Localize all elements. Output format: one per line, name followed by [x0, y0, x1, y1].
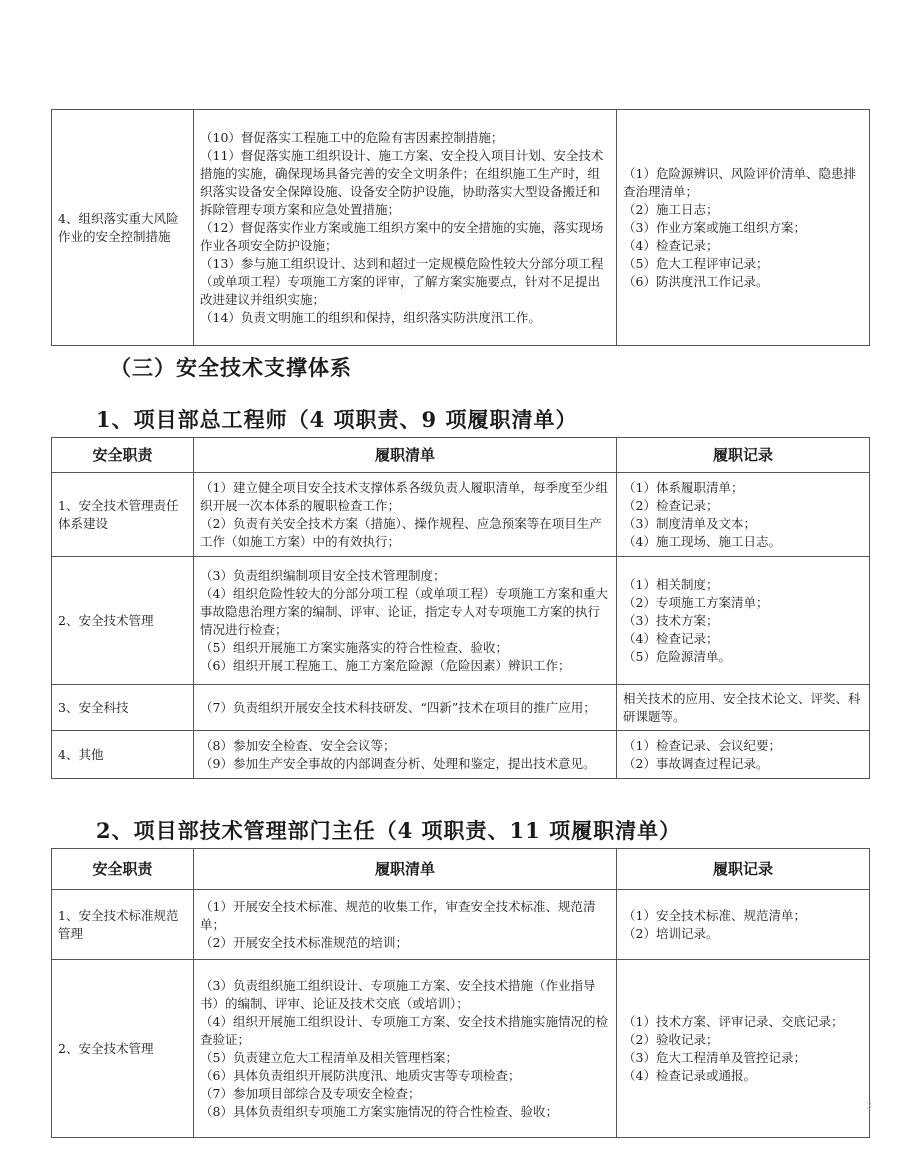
- header-items: 履职清单: [194, 849, 617, 890]
- records-cell: [617, 731, 870, 779]
- list-item: （5）危险源清单。: [623, 648, 731, 664]
- list-item: （1）开展安全技术标准、规范的收集工作，审查安全技术标准、规范清单；: [200, 898, 596, 932]
- list-item: （4）施工现场、施工日志。: [623, 533, 781, 549]
- records-cell: [617, 890, 870, 960]
- list-item: 相关技术的应用、安全技术论文、评奖、科研课题等。: [623, 690, 861, 724]
- list-item: （2）开展安全技术标准规范的培训；: [200, 934, 408, 950]
- duty-cell: 1、安全技术标准规范管理: [52, 890, 194, 960]
- table1-heading: 1、项目部总工程师（4 项职责、9 项履职清单）: [96, 407, 578, 432]
- list-item: （4）检查记录；: [623, 237, 719, 253]
- header-duty: 安全职责: [52, 849, 194, 890]
- table-row: [52, 731, 870, 779]
- list-item: （5）危大工程评审记录；: [623, 255, 769, 271]
- duty-cell: 3、安全科技: [52, 685, 194, 731]
- header-records: 履职记录: [617, 849, 870, 890]
- list-item: （11）督促落实施工组织设计、施工方案、安全投入项目计划、安全技术措施的实施，确保现场具备完善的安全文明条件；在组织施工生产时，组织落实设备安全保障设施、设备安全防护设施，协助落实大型设备搬迁和拆除管理专项方案和应急处置措施；: [200, 147, 604, 217]
- items-cell: [194, 960, 617, 1138]
- duty-cell: 4、其他: [52, 731, 194, 779]
- records-cell: [617, 685, 870, 731]
- list-item: （2）专项施工方案清单；: [623, 594, 769, 610]
- list-item: （2）施工日志；: [623, 201, 719, 217]
- table-row: [52, 557, 870, 685]
- table-row: [52, 960, 870, 1138]
- records-cell: [617, 557, 870, 685]
- list-item: （2）检查记录；: [623, 497, 719, 513]
- items-cell: [194, 731, 617, 779]
- list-item: （13）参与施工组织设计、达到和超过一定规模危险性较大分部分项工程（或单项工程）专项施工方案的评审，了解方案实施要点，针对不足提出改进建议并组织实施；: [200, 255, 604, 307]
- list-item: （1）建立健全项目安全技术支撑体系各级负责人履职清单，每季度至少组织开展一次本体系的履职检查工作；: [200, 479, 608, 513]
- duty-cell: 1、安全技术管理责任体系建设: [52, 473, 194, 557]
- list-item: （4）检查记录；: [623, 630, 719, 646]
- table-row: [52, 890, 870, 960]
- list-item: （14）负责文明施工的组织和保持，组织落实防洪度汛工作。: [200, 309, 541, 325]
- list-item: （6）具体负责组织开展防洪度汛、地质灾害等专项检查；: [200, 1067, 521, 1083]
- list-item: （1）相关制度；: [623, 576, 719, 592]
- list-item: （6）防洪度汛工作记录。: [623, 273, 769, 289]
- page-number: 3: [866, 1102, 872, 1112]
- items-cell: [194, 685, 617, 731]
- list-item: （3）危大工程清单及管控记录；: [623, 1049, 806, 1065]
- table2-heading: 2、项目部技术管理部门主任（4 项职责、11 项履职清单）: [96, 818, 682, 843]
- list-item: （4）检查记录或通报。: [623, 1067, 756, 1083]
- table1: [51, 437, 870, 779]
- list-item: （10）督促落实工程施工中的危险有害因素控制措施；: [200, 129, 504, 145]
- table-row: [52, 685, 870, 731]
- list-item: （7）负责组织开展安全技术科技研发、“四新”技术在项目的推广应用；: [200, 699, 596, 715]
- list-item: （3）负责组织施工组织设计、专项施工方案、安全技术措施（作业指导书）的编制、评审、论证及技术交底（或培训）；: [200, 977, 596, 1011]
- items-cell: [194, 557, 617, 685]
- list-item: （5）组织开展施工方案实施落实的符合性检查、验收；: [200, 639, 508, 655]
- items-cell: [194, 473, 617, 557]
- header-records: 履职记录: [617, 438, 870, 473]
- list-item: （1）体系履职清单；: [623, 479, 744, 495]
- list-item: （1）检查记录、会议纪要；: [623, 737, 781, 753]
- section-title: （三）安全技术支撑体系: [110, 355, 352, 380]
- list-item: （5）负责建立危大工程清单及相关管理档案；: [200, 1049, 458, 1065]
- duty-cell: 2、安全技术管理: [52, 557, 194, 685]
- list-item: （3）负责组织编制项目安全技术管理制度；: [200, 567, 446, 583]
- list-item: （1）技术方案、评审记录、交底记录；: [623, 1013, 844, 1029]
- list-item: （6）组织开展工程施工、施工方案危险源（危险因素）辨识工作；: [200, 657, 571, 673]
- list-item: （12）督促落实作业方案或施工组织方案中的安全措施的实施，落实现场作业各项安全防护设施；: [200, 219, 604, 253]
- records-cell: [617, 110, 870, 346]
- list-item: （7）参加项目部综合及专项安全检查；: [200, 1085, 421, 1101]
- list-item: （4）组织危险性较大的分部分项工程（或单项工程）专项施工方案和重大事故隐患治理方案的编制、评审、论证，指定专人对专项施工方案的执行情况进行检查；: [200, 585, 608, 637]
- list-item: （9）参加生产安全事故的内部调查分析、处理和鉴定，提出技术意见。: [200, 755, 596, 771]
- records-cell: [617, 473, 870, 557]
- list-item: （2）事故调查过程记录。: [623, 755, 769, 771]
- list-item: （3）技术方案；: [623, 612, 719, 628]
- list-item: （2）负责有关安全技术方案（措施）、操作规程、应急预案等在项目生产工作（如施工方案）中的有效执行；: [200, 515, 602, 549]
- records-cell: [617, 960, 870, 1138]
- items-cell: [194, 110, 617, 346]
- table-row: [52, 473, 870, 557]
- list-item: （2）培训记录。: [623, 925, 719, 941]
- list-item: （1）危险源辨识、风险评价清单、隐患排查治理清单；: [623, 165, 856, 199]
- list-item: （8）具体负责组织专项施工方案实施情况的符合性检查、验收；: [200, 1103, 558, 1119]
- list-item: （8）参加安全检查、安全会议等；: [200, 737, 396, 753]
- header-duty: 安全职责: [52, 438, 194, 473]
- items-cell: [194, 890, 617, 960]
- list-item: （1）安全技术标准、规范清单；: [623, 907, 806, 923]
- header-items: 履职清单: [194, 438, 617, 473]
- list-item: （3）制度清单及文本；: [623, 515, 756, 531]
- duty-cell: 4、组织落实重大风险作业的安全控制措施: [52, 110, 194, 346]
- duty-cell: 2、安全技术管理: [52, 960, 194, 1138]
- top-continuation-table: [51, 109, 870, 346]
- list-item: （3）作业方案或施工组织方案；: [623, 219, 806, 235]
- list-item: （4）组织开展施工组织设计、专项施工方案、安全技术措施实施情况的检查验证；: [200, 1013, 608, 1047]
- table2: [51, 848, 870, 1138]
- list-item: （2）验收记录；: [623, 1031, 719, 1047]
